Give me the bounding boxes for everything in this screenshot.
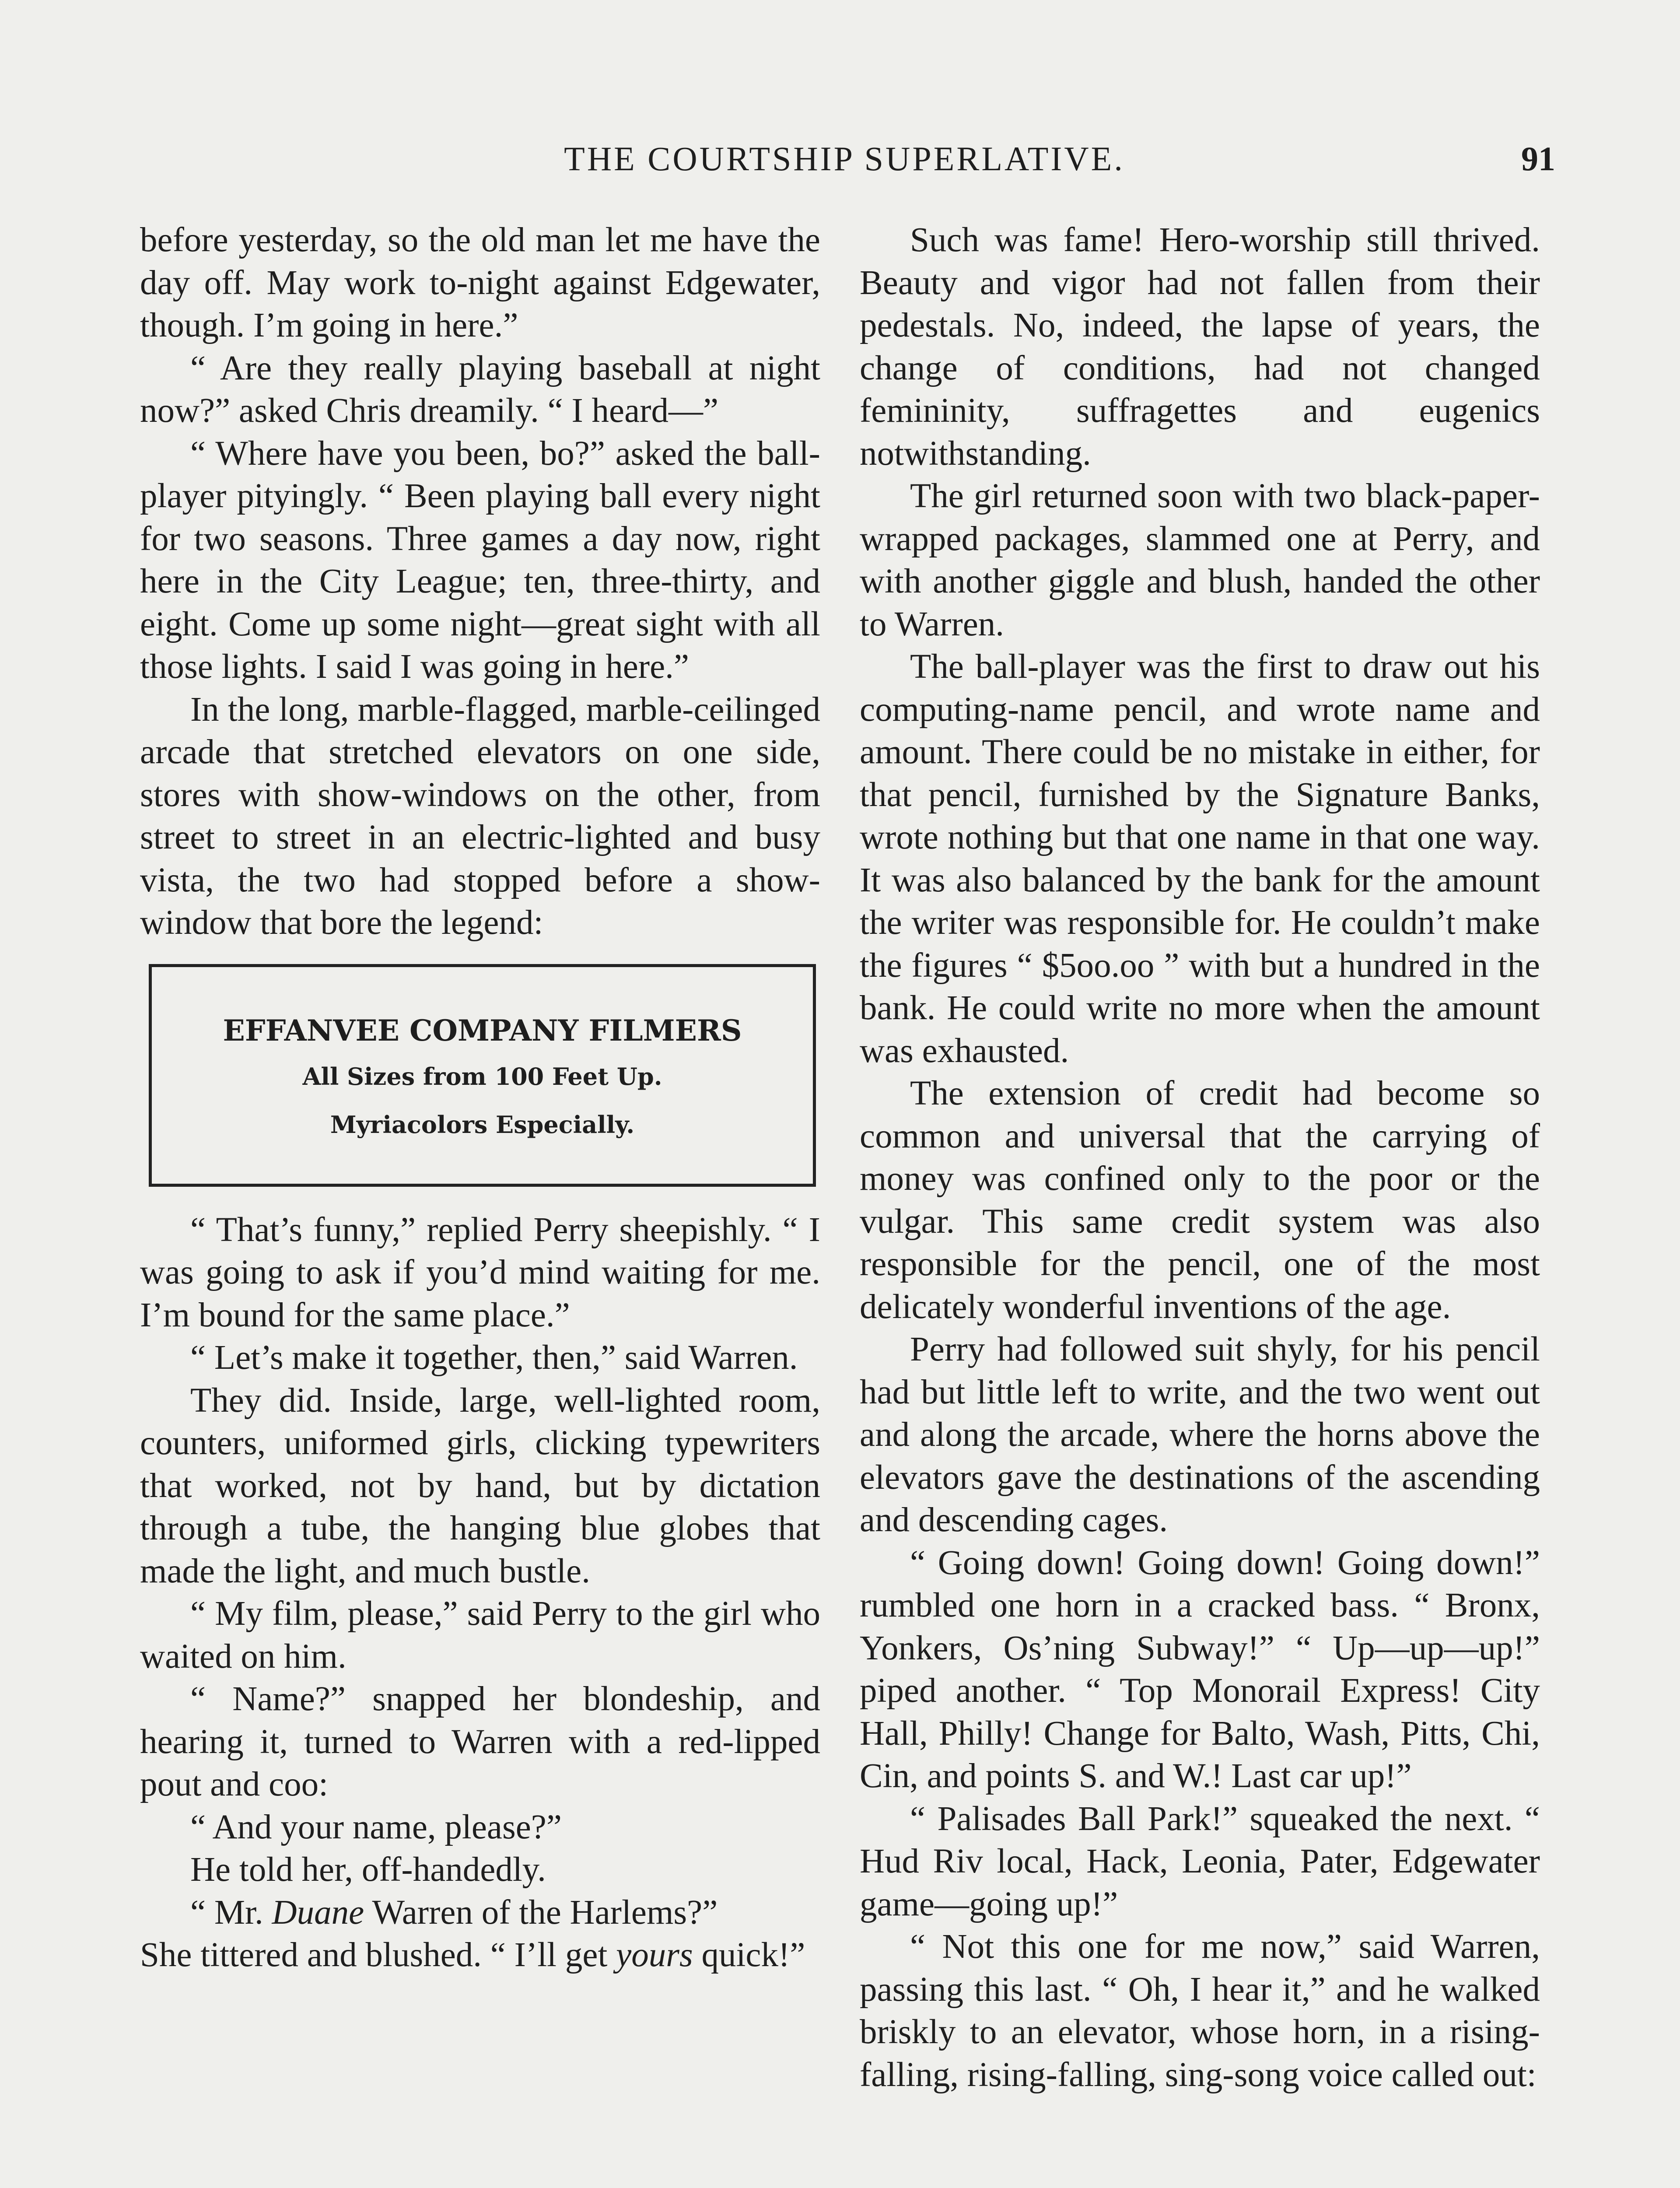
emphasis: Duane — [272, 1893, 364, 1932]
right-column — [860, 219, 1540, 2096]
running-title: THE COURTSHIP SUPERLATIVE. — [564, 140, 1125, 178]
paragraph: The extension of credit had become so common and universal that the carrying of money was confined only to the poor or the vulgar. This same credit system was also responsible for the pencil, one of the most delicately wonderful inventions of the age. — [860, 1074, 1540, 1326]
text-run: She tittered and blushed. “ I’ll get — [140, 1936, 616, 1974]
text-run: “ Mr. — [190, 1893, 272, 1932]
paragraph: “ Are they really playing baseball at night now?” asked Chris dreamily. “ I heard—” — [140, 349, 820, 430]
sign-line: Myriacolors Especially. — [330, 1110, 635, 1139]
text-run: quick!” — [693, 1936, 805, 1974]
paragraph — [140, 1934, 820, 1977]
paragraph: “ Palisades Ball Park!” squeaked the next. “ Hud Riv local, Hack, Leonia, Pater, Edgewater game—going up!” — [860, 1799, 1540, 1923]
paragraph: Perry had followed suit shyly, for his pencil had but little left to write, and the two went out and along the arcade, where the horns above the elevators gave the destinations of the ascending and descending cages. — [860, 1330, 1540, 1539]
paragraph: “ That’s funny,” replied Perry sheepishly. “ I was going to ask if you’d mind waiting for me. I’m bound for the same place.” — [140, 1210, 820, 1334]
paragraph: “ Let’s make it together, then,” said Warren. — [190, 1339, 798, 1377]
paragraph: before yesterday, so the old man let me have the day off. May work to-night against Edgewater, though. I’m going in here.” — [140, 221, 820, 344]
page-header — [0, 139, 1680, 187]
paragraph: In the long, marble-flagged, marble-ceilinged arcade that stretched elevators on one side, stores with show-windows on the other, from street to street in an electric-lighted and busy vista, the two had stopped before a show-window that bore the legend: — [140, 690, 820, 942]
paragraph: “ Not this one for me now,” said Warren, passing this last. “ Oh, I hear it,” and he walked briskly to an elevator, whose horn, in a rising-falling, rising-falling, sing-song voice called out: — [860, 1928, 1540, 2094]
paragraph: Such was fame! Hero-worship still thrived. Beauty and vigor had not fallen from their pedestals. No, indeed, the lapse of years, the change of conditions, had not changed femininity, suffragettes and eugenics notwithstanding. — [860, 221, 1540, 473]
paragraph: The girl returned soon with two black-paper-wrapped packages, slammed one at Perry, and with another giggle and blush, handed the other to Warren. — [860, 477, 1540, 643]
text-run: Warren of the Harlems?” — [364, 1893, 718, 1932]
paragraph: He told her, off-handedly. — [190, 1851, 546, 1889]
paragraph: “ And your name, please?” — [190, 1808, 562, 1846]
page-number: 91 — [1521, 140, 1555, 178]
sign-line: All Sizes from 100 Feet Up. — [302, 1062, 662, 1090]
paragraph: They did. Inside, large, well-lighted room, counters, uniformed girls, clicking typewriters that worked, not by hand, but by dictation through a tube, the hanging blue globes that made the light, and much bustle. — [140, 1381, 820, 1590]
paragraph: “ Name?” snapped her blondeship, and hearing it, turned to Warren with a red-lipped pout and coo: — [140, 1680, 820, 1803]
emphasis: yours — [616, 1936, 693, 1974]
left-column — [140, 219, 820, 1977]
paragraph: “ Going down! Going down! Going down!” rumbled one horn in a cracked bass. “ Bronx, Yonkers, Os’ning Subway!” “ Up—up—up!” piped another. “ Top Monorail Express! City Hall, Philly! Change for Balto, Wash, Pitts, Chi, Cin, and points S. and W.! Last car up!” — [860, 1543, 1540, 1795]
paragraph — [140, 1891, 820, 1934]
sign-title: EFFANVEE COMPANY FILMERS — [223, 1013, 742, 1048]
paragraph: “ My film, please,” said Perry to the girl who waited on him. — [140, 1595, 820, 1676]
paragraph: The ball-player was the first to draw out his computing-name pencil, and wrote name and amount. There could be no mistake in either, for that pencil, furnished by the Signature Banks, wrote nothing but that one name in that one way. It was also balanced by the bank for the amount the writer was responsible for. He couldn’t make the figures “ $5oo.oo ” with but a hundred in the bank. He could write no more when the amount was exhausted. — [860, 648, 1540, 1070]
paragraph: “ Where have you been, bo?” asked the ball-player pityingly. “ Been playing ball every night for two seasons. Three games a day now, right here in the City League; ten, three-thirty, and eight. Come up some night—great sight with all those lights. I said I was going in here.” — [140, 434, 820, 686]
show-window-sign — [149, 964, 816, 1187]
